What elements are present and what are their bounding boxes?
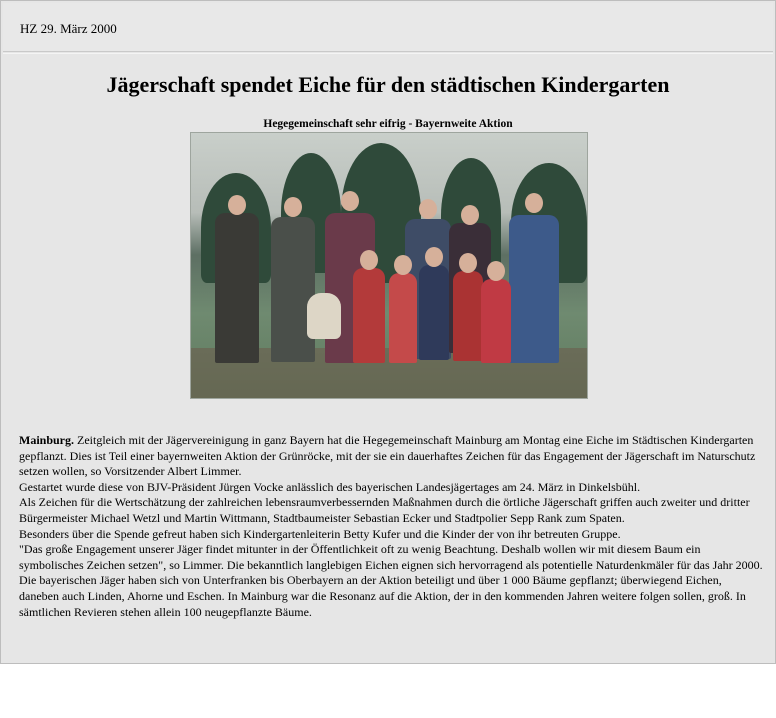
photo-child xyxy=(353,268,385,363)
paragraph-text: Zeitgleich mit der Jägervereinigung in ganz Bayern hat die Hegegemeinschaft Mainburg am Montag eine Eiche im Städtischen Kindergarten gepflanzt. Dies ist Teil einer bayernweiten Aktion der Grünröcke, mit der sie ein dauerhaftes Zeichen für das Engagement der Jägerschaft im Naturschutz setzen wollen, so Vorsitzender Albert Limmer. xyxy=(19,433,756,479)
photo-child xyxy=(481,279,511,363)
photo-face xyxy=(419,199,437,219)
lead-place: Mainburg. xyxy=(19,433,75,447)
photo-face xyxy=(461,205,479,225)
photo-person xyxy=(509,215,559,363)
article-content xyxy=(3,53,773,660)
photo-child xyxy=(453,271,483,361)
article-paragraph: Besonders über die Spende gefreut haben sich Kindergartenleiterin Betty Kufer und die Kinder der von ihr betreuten Gruppe. xyxy=(19,526,621,541)
photo-face xyxy=(284,197,302,217)
article-body xyxy=(19,433,763,620)
article-paragraph: Als Zeichen für die Wertschätzung der zahlreichen lebensraumverbessernden Maßnahmen durch die örtliche Jägerschaft griffen auch zweiter und dritter Bürgermeister Michael Wetzl und Martin Wittmann, Stadtbaumeister Sebastian Ecker und Stadtpolier Sepp Rank zum Spaten. xyxy=(19,495,750,525)
article-photo xyxy=(190,132,588,399)
photo-child xyxy=(389,273,417,363)
photo-face xyxy=(394,255,412,275)
photo-face xyxy=(341,191,359,211)
dateline: HZ 29. März 2000 xyxy=(20,21,117,36)
photo-face xyxy=(228,195,246,215)
article-paragraph: Gestartet wurde diese von BJV-Präsident Jürgen Vocke anlässlich des bayerischen Landesjägertages am 24. März in Dinkelsbühl. xyxy=(19,479,641,494)
photo-child xyxy=(419,265,449,360)
photo-person xyxy=(215,213,259,363)
article-subheadline: Hegegemeinschaft sehr eifrig - Bayernweite Aktion xyxy=(263,118,513,130)
header-bar xyxy=(3,3,773,52)
photo-person xyxy=(271,217,315,362)
photo-dog xyxy=(307,293,341,339)
article-paragraph xyxy=(19,433,763,480)
photo-face xyxy=(459,253,477,273)
article-paragraph: "Das große Engagement unserer Jäger findet mitunter in der Öffentlichkeit oft zu wenig Beachtung. Deshalb wollen wir mit diesem Baum ein symbolisches Zeichen setzen", so Limmer. Die bekanntlich langlebigen Eichen eignen sich hervorragend als potentielle Naturdenkmäler für das Jahr 2000. xyxy=(19,542,763,572)
photo-face xyxy=(487,261,505,281)
photo-face xyxy=(525,193,543,213)
photo-face xyxy=(425,247,443,267)
photo-face xyxy=(360,250,378,270)
article-headline: Jägerschaft spendet Eiche für den städtischen Kindergarten xyxy=(106,72,670,97)
article-paragraph: Die bayerischen Jäger haben sich von Unterfranken bis Oberbayern an der Aktion beteiligt und über 1 000 Bäume gepflanzt; überwiegend Eichen, daneben auch Linden, Ahorne und Eschen. In Mainburg war die Resonanz auf die Aktion, der in den kommenden Jahren weitere folgen sollen, groß. In sämtlichen Revieren stehen allein 100 neugepflanzte Bäume. xyxy=(19,573,746,619)
